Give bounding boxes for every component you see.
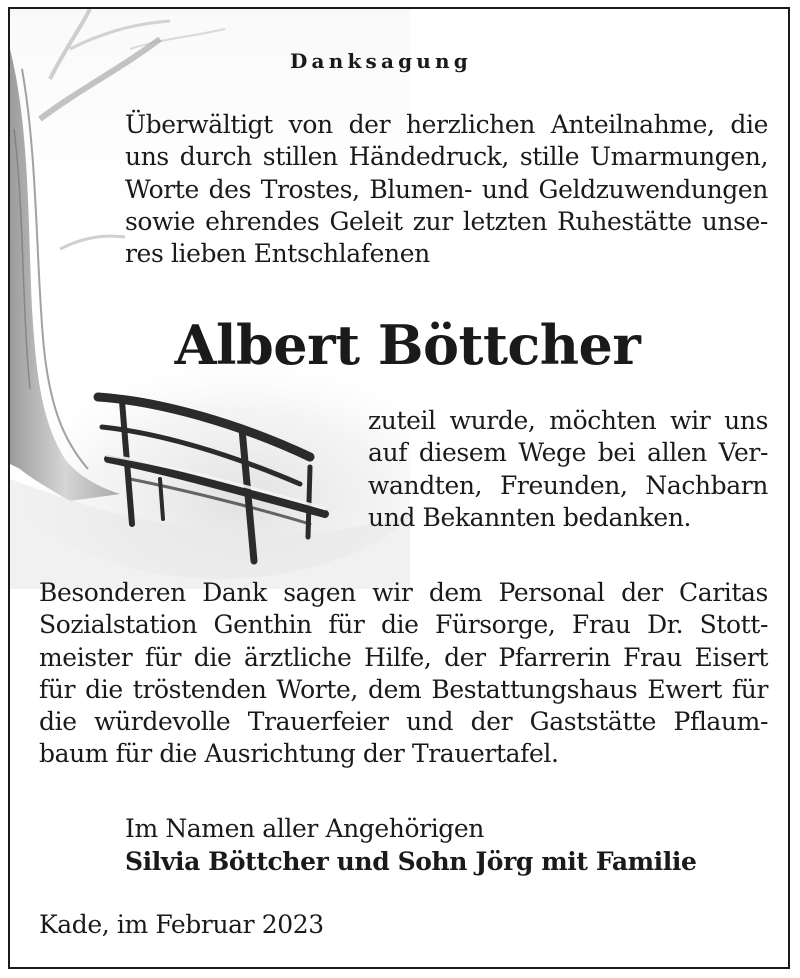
continuation-paragraph: [368, 405, 768, 534]
intro-line: sowie ehrendes Geleit zur letzten Ruhestätte unse-: [125, 206, 768, 236]
special-thanks-line: baum für die Ausrichtung der Trauertafel.: [39, 739, 559, 769]
intro-line: uns durch stillen Händedruck, stille Umarmungen,: [125, 142, 768, 172]
special-thanks-line: Besonderen Dank sagen wir dem Personal der Caritas: [39, 578, 768, 607]
heading-title: Danksagung: [290, 49, 472, 73]
obituary-notice: [8, 7, 790, 969]
family-signature: Silvia Böttcher und Sohn Jörg mit Familie: [125, 847, 697, 876]
special-thanks-line: die würdevolle Trauerfeier und der Gaststätte Pflaum-: [39, 707, 768, 737]
tree-and-bench-illustration: [10, 9, 410, 589]
continuation-line: zuteil wurde, möchten wir uns: [368, 406, 768, 435]
deceased-name: Albert Böttcher: [174, 313, 641, 377]
on-behalf-line: Im Namen aller Angehörigen: [125, 814, 484, 843]
continuation-line: und Bekannten bedanken.: [368, 502, 692, 532]
special-thanks-paragraph: [39, 577, 768, 771]
intro-line: Überwältigt von der herzlichen Anteilnahme, die: [125, 110, 768, 139]
intro-paragraph: [125, 109, 768, 270]
place-date: Kade, im Februar 2023: [39, 910, 324, 939]
continuation-line: wandten, Freunden, Nachbarn: [368, 470, 768, 500]
intro-line: res lieben Entschlafenen: [125, 239, 430, 269]
intro-line: Worte des Trostes, Blumen- und Geldzuwendungen: [125, 174, 768, 204]
special-thanks-line: meister für die ärztliche Hilfe, der Pfarrerin Frau Eisert: [39, 642, 768, 672]
continuation-line: auf diesem Wege bei allen Ver-: [368, 438, 768, 468]
special-thanks-line: Sozialstation Genthin für die Fürsorge, Frau Dr. Stott-: [39, 610, 768, 640]
special-thanks-line: für die tröstenden Worte, dem Bestattungshaus Ewert für: [39, 674, 768, 704]
